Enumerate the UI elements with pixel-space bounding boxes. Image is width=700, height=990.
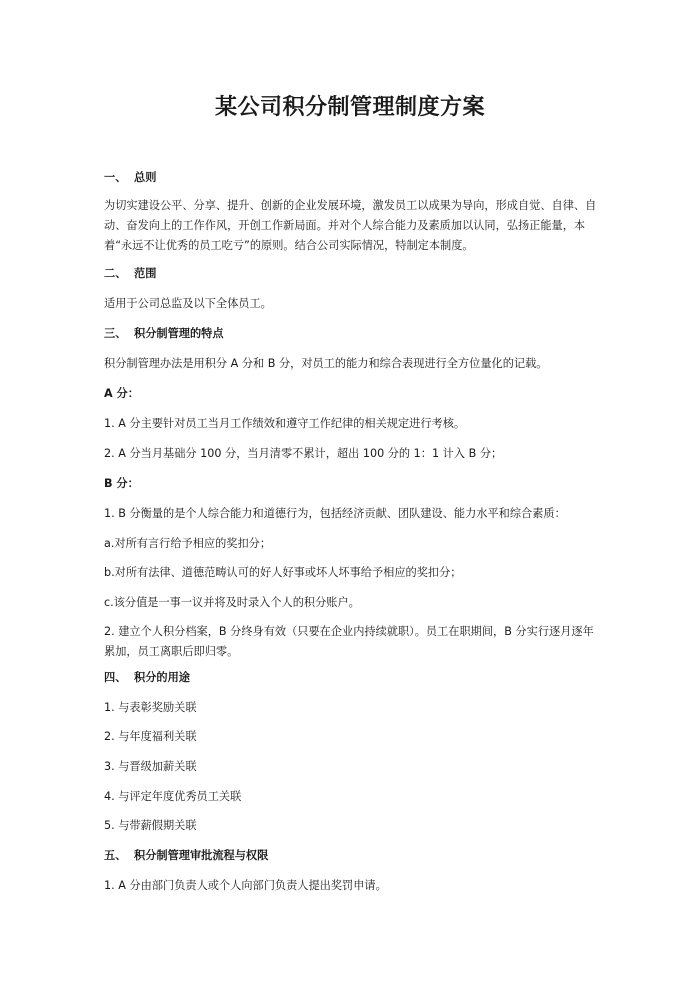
section-number: 四、 bbox=[104, 671, 127, 684]
section-heading-features bbox=[104, 324, 598, 344]
list-item: b.对所有法律、道德范畴认可的好人好事或坏人坏事给予相应的奖扣分； bbox=[104, 566, 462, 579]
list-item: c.该分值是一事一议并将及时录入个人的积分账户。 bbox=[104, 596, 360, 609]
section-heading-text: 积分制管理的特点 bbox=[134, 327, 224, 340]
section-heading-uses bbox=[104, 668, 598, 688]
list-item: a.对所有言行给予相应的奖扣分； bbox=[104, 537, 272, 550]
list-item: 1. B 分衡量的是个人综合能力和道德行为，包括经济贡献、团队建设、能力水平和综合素质： bbox=[104, 507, 566, 520]
list-item: 2. A 分当月基础分 100 分，当月清零不累计，超出 100 分的 1：1 计入 B 分； bbox=[104, 447, 503, 460]
section-number: 一、 bbox=[104, 171, 127, 184]
scope-paragraph: 适用于公司总监及以下全体员工。 bbox=[104, 297, 272, 310]
list-item: 1. A 分主要针对员工当月工作绩效和遵守工作纪律的相关规定进行考核。 bbox=[104, 417, 466, 430]
section-heading-text: 积分的用途 bbox=[134, 671, 190, 684]
list-item: 1. A 分由部门负责人或个人向部门负责人提出奖罚申请。 bbox=[104, 879, 387, 892]
section-heading-text: 范围 bbox=[134, 267, 157, 280]
list-item: 3. 与晋级加薪关联 bbox=[104, 760, 197, 773]
list-item: 4. 与评定年度优秀员工关联 bbox=[104, 790, 242, 803]
section-heading-text: 积分制管理审批流程与权限 bbox=[134, 849, 269, 862]
b-score-label: B 分： bbox=[104, 477, 139, 490]
section-heading-text: 总则 bbox=[134, 171, 157, 184]
section-number: 五、 bbox=[104, 849, 127, 862]
section-number: 三、 bbox=[104, 327, 127, 340]
document-title: 某公司积分制管理制度方案 bbox=[214, 95, 485, 120]
general-paragraph bbox=[104, 196, 598, 256]
section-heading-scope bbox=[104, 264, 598, 284]
list-item: 5. 与带薪假期关联 bbox=[104, 819, 197, 832]
features-paragraph: 积分制管理办法是用积分 A 分和 B 分，对员工的能力和综合表现进行全方位量化的记载。 bbox=[104, 357, 548, 370]
list-item: 1. 与表彰奖励关联 bbox=[104, 701, 197, 714]
paragraph-text: 为切实建设公平、分享、提升、创新的企业发展环境，激发员工以成果为导向，形成自觉、自律、自动、奋发向上的工作作风，开创工作新局面。并对个人综合能力及素质加以认同，弘扬正能量，本着“永远不让优秀的员工吃亏”的原则。结合公司实际情况，特制定本制度。 bbox=[104, 199, 597, 252]
section-heading-general bbox=[104, 168, 598, 188]
section-heading-approval bbox=[104, 846, 598, 866]
list-item: 2. 建立个人积分档案，B 分终身有效（只要在企业内持续就职）。员工在职期间，B 分实行逐月逐年累加，员工离职后即归零。 bbox=[104, 625, 594, 658]
list-item: 2. 与年度福利关联 bbox=[104, 730, 197, 743]
section-number: 二、 bbox=[104, 267, 127, 280]
a-score-label: A 分： bbox=[104, 387, 139, 400]
